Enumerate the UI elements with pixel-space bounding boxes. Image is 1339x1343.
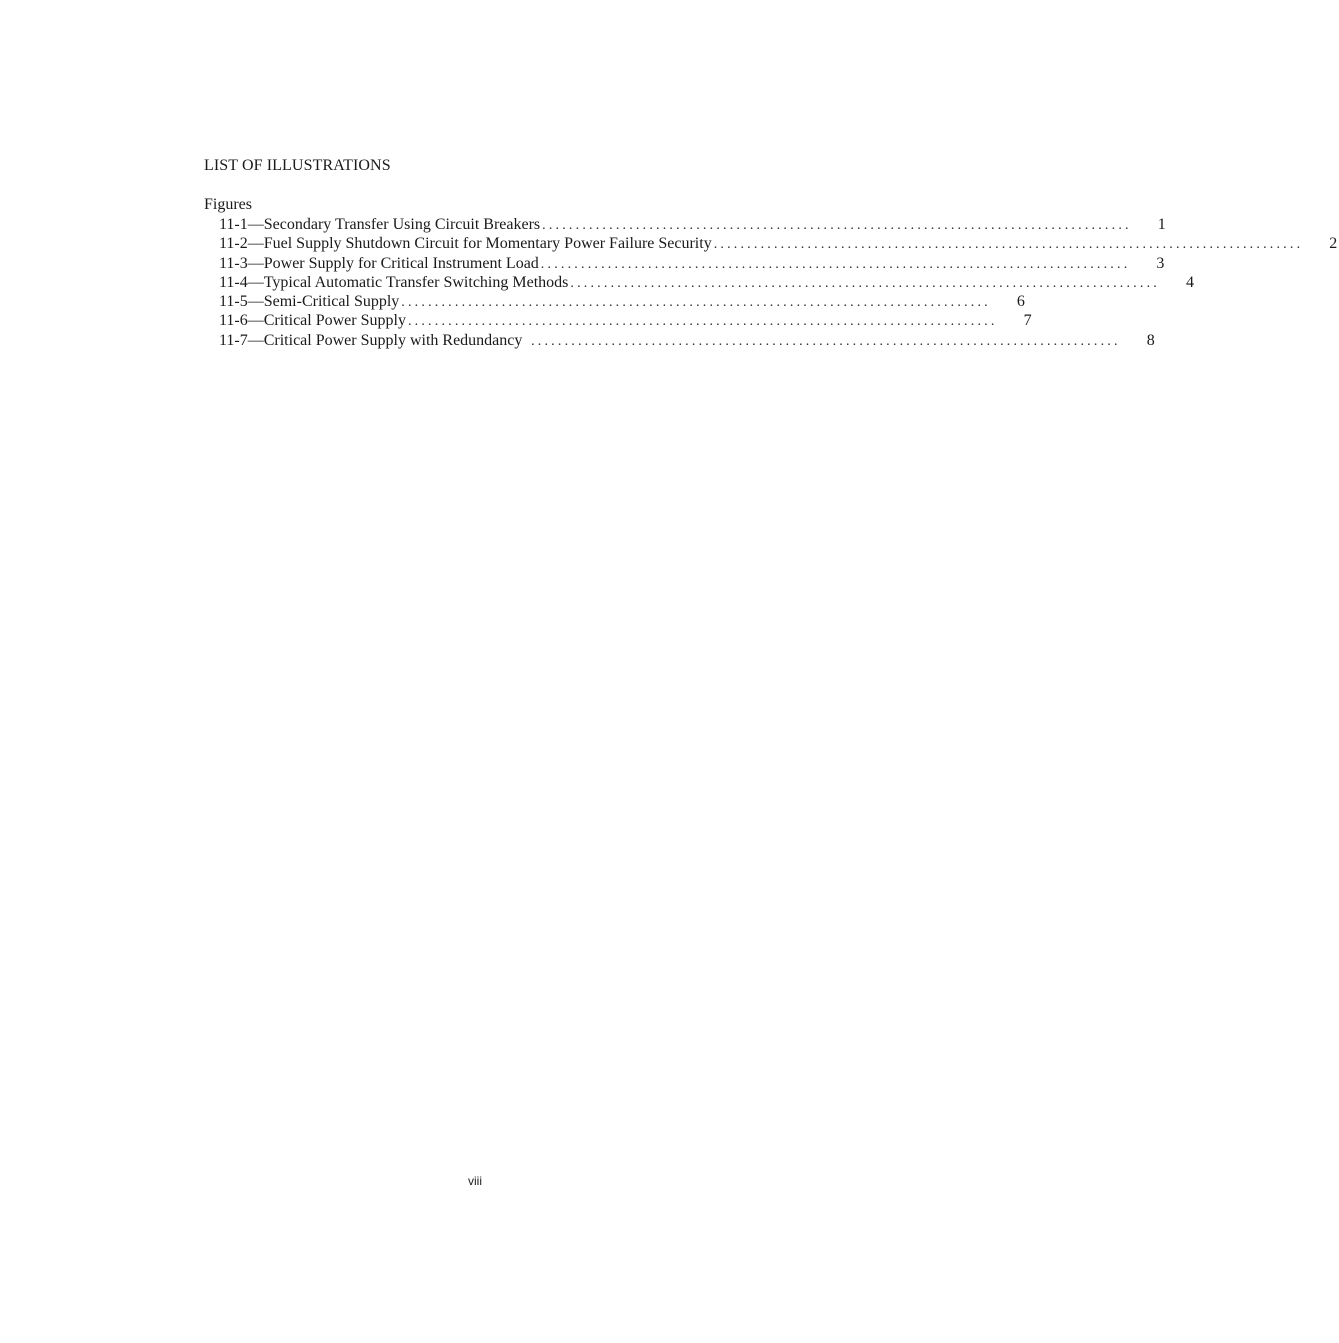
figures-section-label: Figures <box>204 196 252 213</box>
list-item[interactable] <box>219 273 1194 292</box>
entry-label: 11-5—Semi-Critical Supply <box>219 293 400 311</box>
dot-leader: ........................................................................................ <box>542 218 1132 233</box>
entry-page-number: 2 <box>1329 235 1338 253</box>
list-item[interactable] <box>219 292 1025 311</box>
list-item[interactable] <box>219 331 1155 350</box>
entry-page-number: 8 <box>1146 331 1155 349</box>
page-folio: viii <box>468 1174 482 1188</box>
entry-label: 11-3—Power Supply for Critical Instrument Load <box>219 254 539 272</box>
entry-label: 11-2—Fuel Supply Shutdown Circuit for Momentary Power Failure Security <box>219 235 712 253</box>
entry-label: 11-6—Critical Power Supply <box>219 312 406 330</box>
dot-leader: ........................................................................................ <box>524 333 1121 349</box>
dot-leader: ........................................................................................ <box>570 275 1160 291</box>
entry-label: 11-1—Secondary Transfer Using Circuit Breakers <box>219 216 541 233</box>
dot-leader: ........................................................................................ <box>401 295 991 311</box>
entry-page-number: 7 <box>1023 312 1032 330</box>
list-item[interactable] <box>219 234 1338 253</box>
dot-leader: ........................................................................................ <box>540 256 1131 272</box>
dot-leader: ........................................................................................ <box>713 237 1304 253</box>
entry-page-number: 6 <box>1016 293 1025 311</box>
list-item[interactable] <box>219 215 1166 234</box>
entry-page-number: 4 <box>1185 273 1194 291</box>
figures-list <box>219 215 1338 350</box>
entry-page-number: 3 <box>1156 254 1165 272</box>
entry-label: 11-7—Critical Power Supply with Redundancy <box>219 331 523 349</box>
list-item[interactable] <box>219 311 1032 330</box>
list-item[interactable] <box>219 254 1165 273</box>
dot-leader: ........................................................................................ <box>407 314 998 330</box>
entry-label: 11-4—Typical Automatic Transfer Switching Methods <box>219 273 569 291</box>
page-title: LIST OF ILLUSTRATIONS <box>204 157 391 174</box>
entry-page-number: 1 <box>1157 216 1166 233</box>
